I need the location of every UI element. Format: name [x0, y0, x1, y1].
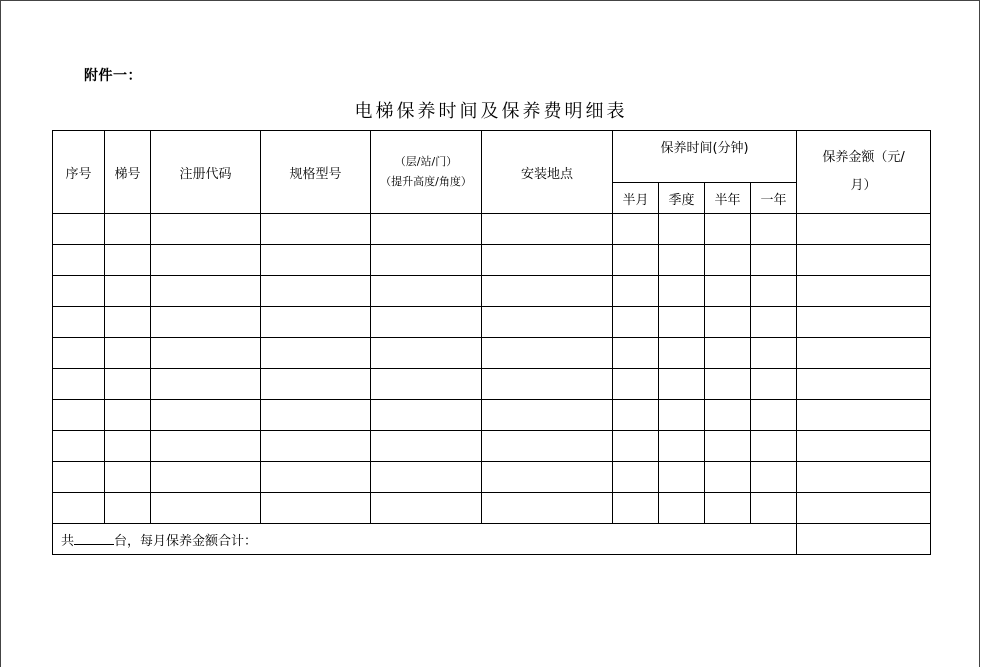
table-cell[interactable]: [613, 431, 659, 462]
table-cell[interactable]: [371, 493, 482, 524]
table-row: [53, 431, 931, 462]
table-cell[interactable]: [53, 214, 105, 245]
table-cell[interactable]: [371, 307, 482, 338]
table-cell[interactable]: [797, 493, 931, 524]
table-cell[interactable]: [105, 462, 151, 493]
table-cell[interactable]: [751, 462, 797, 493]
table-cell[interactable]: [105, 338, 151, 369]
table-row: [53, 276, 931, 307]
table-cell[interactable]: [705, 369, 751, 400]
table-cell[interactable]: [151, 493, 261, 524]
table-cell[interactable]: [151, 245, 261, 276]
table-cell[interactable]: [371, 276, 482, 307]
table-cell[interactable]: [613, 369, 659, 400]
table-cell[interactable]: [371, 338, 482, 369]
table-cell[interactable]: [151, 431, 261, 462]
maintenance-schedule-table: [52, 130, 931, 555]
table-cell[interactable]: [482, 276, 613, 307]
table-cell[interactable]: [797, 245, 931, 276]
table-cell[interactable]: [105, 369, 151, 400]
table-row: [53, 338, 931, 369]
table-row: [53, 245, 931, 276]
table-cell[interactable]: [261, 400, 371, 431]
table-cell[interactable]: [482, 400, 613, 431]
header-elevator-no: 梯号: [105, 131, 151, 214]
table-cell[interactable]: [613, 214, 659, 245]
table-cell[interactable]: [613, 493, 659, 524]
table-cell[interactable]: [659, 307, 705, 338]
table-cell[interactable]: [371, 245, 482, 276]
table-cell[interactable]: [751, 431, 797, 462]
header-half-year: 半年: [705, 183, 751, 214]
table-cell[interactable]: [705, 400, 751, 431]
table-cell[interactable]: [613, 245, 659, 276]
table-cell[interactable]: [261, 245, 371, 276]
header-model: 规格型号: [261, 131, 371, 214]
table-cell[interactable]: [751, 245, 797, 276]
table-cell[interactable]: [751, 493, 797, 524]
table-cell[interactable]: [105, 400, 151, 431]
header-floor-line1: （层/站/门）: [394, 155, 458, 168]
table-cell[interactable]: [53, 338, 105, 369]
table-cell[interactable]: [751, 338, 797, 369]
table-cell[interactable]: [705, 431, 751, 462]
table-cell[interactable]: [371, 214, 482, 245]
table-cell[interactable]: [482, 307, 613, 338]
table-cell[interactable]: [482, 462, 613, 493]
table-cell[interactable]: [371, 400, 482, 431]
table-row: [53, 369, 931, 400]
table-cell[interactable]: [53, 431, 105, 462]
table-cell[interactable]: [613, 400, 659, 431]
header-registration-code: 注册代码: [151, 131, 261, 214]
table-cell[interactable]: [659, 493, 705, 524]
table-cell[interactable]: [151, 307, 261, 338]
table-cell[interactable]: [797, 462, 931, 493]
table-cell[interactable]: [261, 462, 371, 493]
table-cell[interactable]: [751, 369, 797, 400]
table-row: [53, 307, 931, 338]
header-amount-line2: 月）: [850, 178, 877, 193]
table-cell[interactable]: [261, 276, 371, 307]
table-cell[interactable]: [659, 276, 705, 307]
table-row: [53, 214, 931, 245]
table-cell[interactable]: [261, 214, 371, 245]
header-location: 安装地点: [482, 131, 613, 214]
header-floor-info: [371, 131, 482, 214]
table-cell[interactable]: [659, 369, 705, 400]
table-cell[interactable]: [705, 307, 751, 338]
table-cell[interactable]: [53, 245, 105, 276]
header-quarter: 季度: [659, 183, 705, 214]
table-cell[interactable]: [797, 431, 931, 462]
table-cell[interactable]: [705, 245, 751, 276]
table-cell[interactable]: [659, 338, 705, 369]
table-cell[interactable]: [261, 493, 371, 524]
table-cell[interactable]: [105, 245, 151, 276]
table-body: [53, 214, 931, 524]
table-cell[interactable]: [105, 307, 151, 338]
table-cell[interactable]: [53, 493, 105, 524]
count-blank[interactable]: [74, 532, 114, 545]
table-cell[interactable]: [151, 214, 261, 245]
table-cell[interactable]: [659, 400, 705, 431]
header-seq: 序号: [53, 131, 105, 214]
table-cell[interactable]: [659, 431, 705, 462]
table-cell[interactable]: [659, 214, 705, 245]
table-cell[interactable]: [613, 462, 659, 493]
footer-prefix: 共: [61, 533, 75, 549]
table-cell[interactable]: [482, 369, 613, 400]
table-cell[interactable]: [797, 369, 931, 400]
header-maintenance-time: 保养时间(分钟): [613, 131, 797, 183]
footer-total-amount-cell[interactable]: [797, 524, 931, 555]
table-cell[interactable]: [371, 462, 482, 493]
table-cell[interactable]: [705, 493, 751, 524]
table-cell[interactable]: [105, 214, 151, 245]
table-cell[interactable]: [797, 307, 931, 338]
table-cell[interactable]: [659, 462, 705, 493]
table-cell[interactable]: [151, 338, 261, 369]
table-cell[interactable]: [151, 276, 261, 307]
table-cell[interactable]: [53, 462, 105, 493]
table-cell[interactable]: [151, 400, 261, 431]
header-amount-line1: 保养金额（元/: [822, 150, 905, 165]
document-title: 电梯保养时间及保养费明细表: [354, 101, 628, 122]
table-cell[interactable]: [151, 462, 261, 493]
attachment-label: 附件一：: [84, 68, 142, 84]
header-amount: [797, 131, 931, 214]
table-row: [53, 400, 931, 431]
table-cell[interactable]: [751, 400, 797, 431]
table-cell[interactable]: [261, 338, 371, 369]
table-cell[interactable]: [371, 369, 482, 400]
header-floor-line2: （提升高度/角度）: [380, 175, 472, 188]
table-cell[interactable]: [482, 338, 613, 369]
table-cell[interactable]: [482, 431, 613, 462]
table-cell[interactable]: [613, 276, 659, 307]
header-one-year: 一年: [751, 183, 797, 214]
table-cell[interactable]: [53, 369, 105, 400]
table-cell[interactable]: [261, 307, 371, 338]
table-cell[interactable]: [797, 276, 931, 307]
table-cell[interactable]: [53, 307, 105, 338]
table-cell[interactable]: [53, 400, 105, 431]
table-cell[interactable]: [261, 431, 371, 462]
table-cell[interactable]: [105, 493, 151, 524]
header-half-month: 半月: [613, 183, 659, 214]
table-cell[interactable]: [53, 276, 105, 307]
table-cell[interactable]: [751, 307, 797, 338]
table-cell[interactable]: [613, 338, 659, 369]
table-cell[interactable]: [705, 214, 751, 245]
table-cell[interactable]: [482, 214, 613, 245]
table-cell[interactable]: [797, 214, 931, 245]
table-cell[interactable]: [371, 431, 482, 462]
table-cell[interactable]: [705, 338, 751, 369]
table-cell[interactable]: [797, 400, 931, 431]
table-cell[interactable]: [751, 276, 797, 307]
table-cell[interactable]: [613, 307, 659, 338]
footer-suffix: 台，每月保养金额合计：: [114, 533, 258, 549]
table-cell[interactable]: [482, 245, 613, 276]
table-cell[interactable]: [705, 276, 751, 307]
table-cell[interactable]: [751, 214, 797, 245]
table-cell[interactable]: [105, 276, 151, 307]
table-row: [53, 493, 931, 524]
table-cell[interactable]: [482, 493, 613, 524]
table-row: [53, 462, 931, 493]
table-cell[interactable]: [705, 462, 751, 493]
table-cell[interactable]: [659, 245, 705, 276]
footer-total-cell: [53, 524, 797, 555]
table-cell[interactable]: [261, 369, 371, 400]
table-cell[interactable]: [151, 369, 261, 400]
table-cell[interactable]: [105, 431, 151, 462]
table-cell[interactable]: [797, 338, 931, 369]
